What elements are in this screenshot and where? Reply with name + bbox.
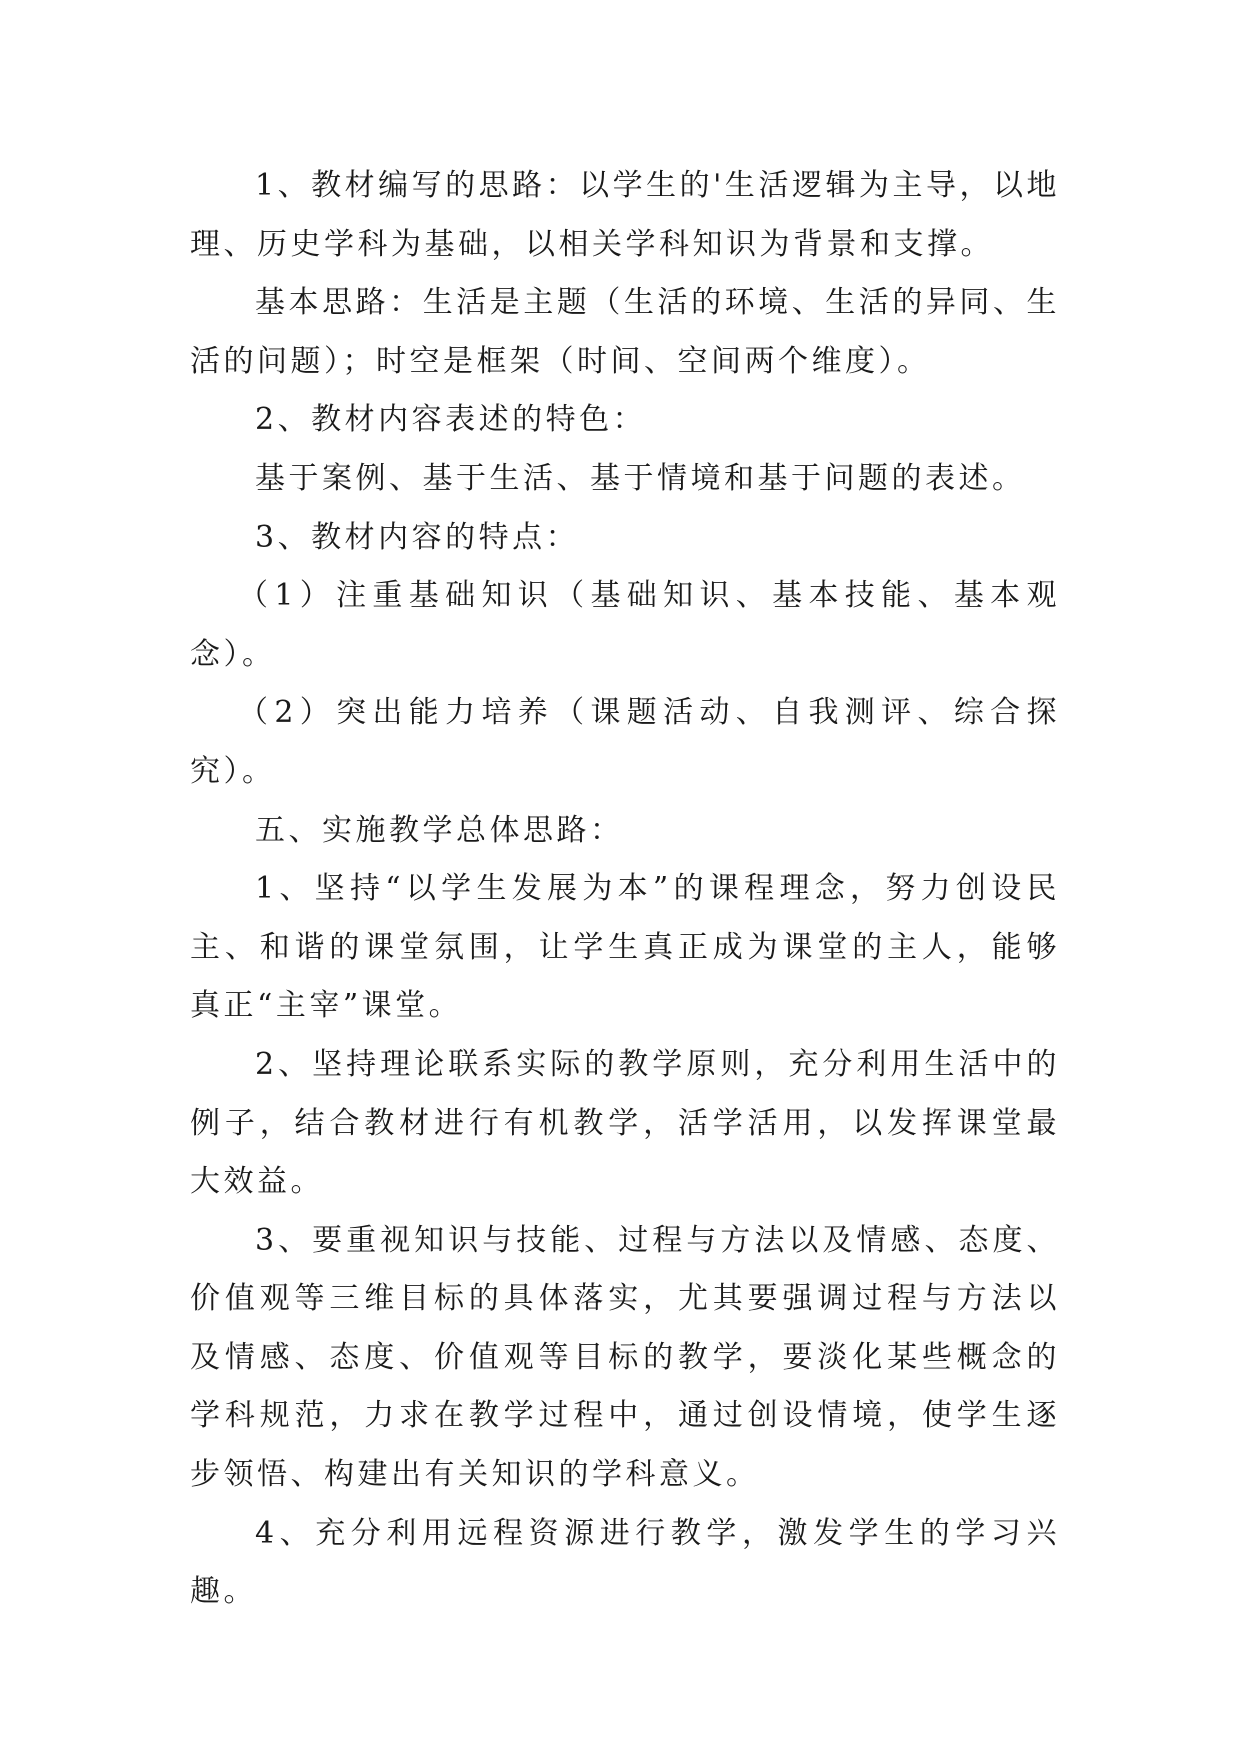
paragraph-student-centered: 1、坚持“以学生发展为本”的课程理念，努力创设民主、和谐的课堂氛围，让学生真正成为课堂的主人，能够真正“主宰”课堂。 — [190, 871, 1060, 1024]
paragraph-basic-knowledge: （1）注重基础知识（基础知识、基本技能、基本观念）。 — [190, 578, 1060, 672]
paragraph-remote-resources: 4、充分利用远程资源进行教学，激发学生的学习兴趣。 — [190, 1515, 1060, 1610]
paragraph-three-dimensional-goals: 3、要重视知识与技能、过程与方法以及情感、态度、价值观等三维目标的具体落实，尤其要强调过程与方法以及情感、态度、价值观等目标的教学，要淡化某些概念的学科规范，力求在教学过程中，通过创设情境，使学生逐步领悟、构建出有关知识的学科意义。 — [190, 1222, 1060, 1493]
paragraph-content-characteristics-heading: 3、教材内容的特点： — [255, 519, 580, 555]
paragraph-theory-practice: 2、坚持理论联系实际的教学原则，充分利用生活中的例子，结合教材进行有机教学，活学活用，以发挥课堂最大效益。 — [190, 1046, 1060, 1200]
paragraph-ability-cultivation: （2）突出能力培养（课题活动、自我测评、综合探究）。 — [190, 695, 1060, 789]
section-heading-teaching-approach: 五、实施教学总体思路： — [255, 812, 624, 848]
paragraph-content-features-heading: 2、教材内容表述的特色： — [255, 402, 647, 438]
document-body — [190, 157, 1060, 1622]
paragraph-writing-approach: 1、教材编写的思路：以学生的'生活逻辑为主导，以地理、历史学科为基础，以相关学科知识为背景和支撑。 — [190, 168, 1060, 262]
paragraph-content-features: 基于案例、基于生活、基于情境和基于问题的表述。 — [255, 460, 1026, 496]
paragraph-basic-approach: 基本思路：生活是主题（生活的环境、生活的异同、生活的问题）；时空是框架（时间、空间两个维度）。 — [190, 285, 1060, 379]
